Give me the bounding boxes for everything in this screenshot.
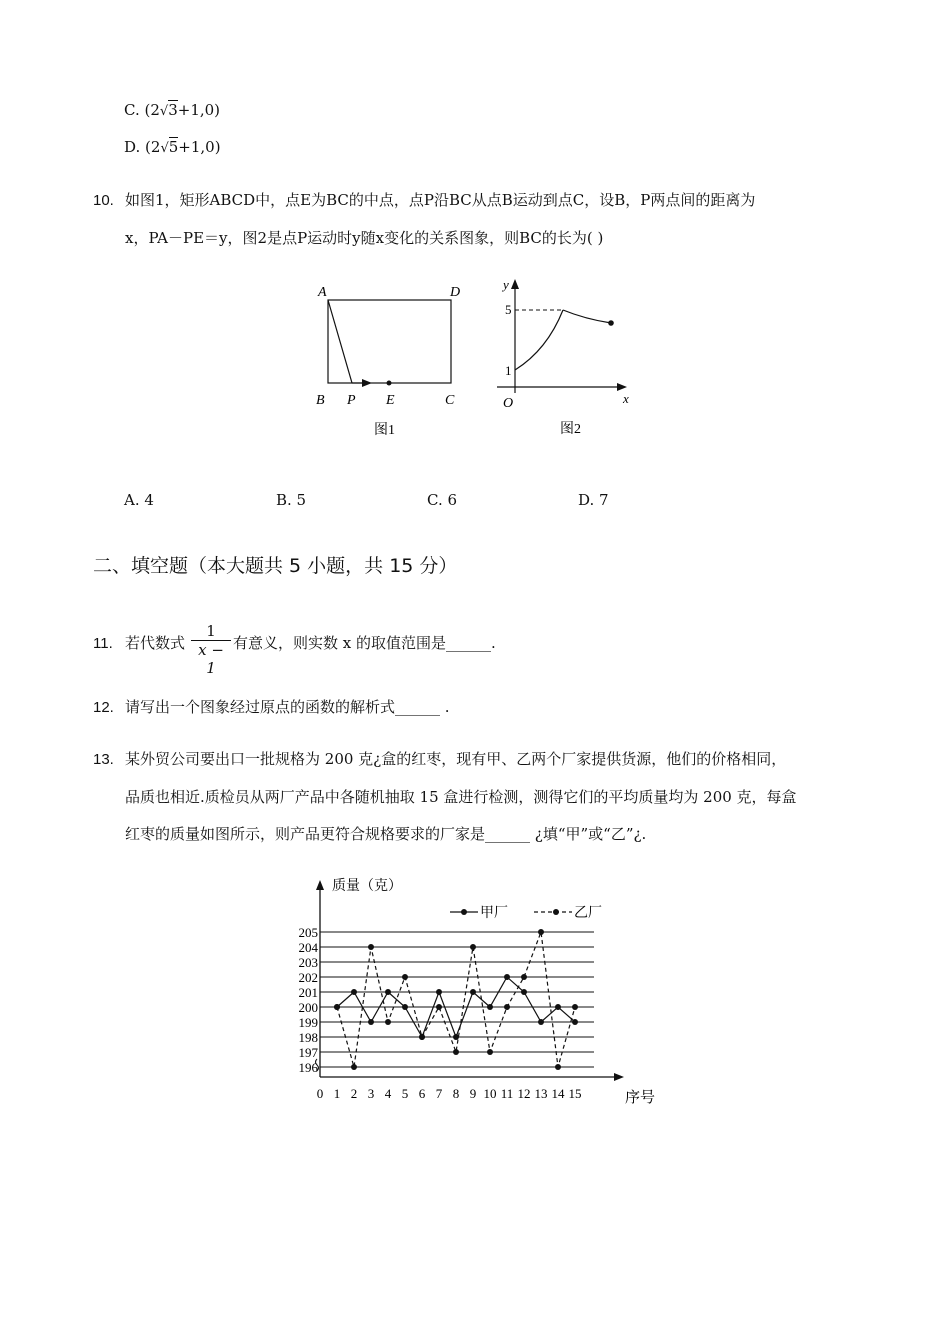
x-tick-label: 9 bbox=[469, 1086, 477, 1101]
q12-number: 12. bbox=[93, 699, 114, 716]
section-2-title: 二、填空题（本大题共 5 小题，共 15 分） bbox=[93, 555, 458, 577]
y-axis-arrow bbox=[511, 279, 519, 289]
label-d: D bbox=[450, 285, 461, 300]
figure-2-caption: 图2 bbox=[560, 422, 581, 437]
data-point-jia bbox=[351, 989, 357, 995]
data-point-yi bbox=[504, 1004, 510, 1010]
q13-line1: 某外贸公司要出口一批规格为 200 克¿盒的红枣，现有甲、乙两个厂家提供货源，他们的价格相同， bbox=[125, 750, 787, 768]
x-tick-label: 13 bbox=[534, 1086, 548, 1101]
q10-option-c: C. 6 bbox=[427, 491, 458, 509]
y-tick-label: 197 bbox=[298, 1045, 318, 1060]
x-tick-label: 8 bbox=[452, 1086, 460, 1101]
data-point-yi bbox=[385, 1019, 391, 1025]
q10-number: 10. bbox=[93, 192, 114, 209]
figure-1 bbox=[310, 278, 470, 443]
q13-line3: 红枣的质量如图所示，则产品更符合规格要求的厂家是______ ¿填“甲”或“乙”¿. bbox=[125, 825, 647, 843]
data-point-yi bbox=[521, 974, 527, 980]
data-point-yi bbox=[538, 929, 544, 935]
q11-frac-den: x − 1 bbox=[198, 641, 224, 677]
data-point-yi bbox=[572, 1004, 578, 1010]
q12-text: 请写出一个图象经过原点的函数的解析式______ . bbox=[125, 698, 450, 716]
x-tick-label: 1 bbox=[333, 1086, 341, 1101]
q10-option-a: A. 4 bbox=[124, 491, 154, 509]
data-point-yi bbox=[368, 944, 374, 950]
q10-option-d: D. 7 bbox=[578, 491, 609, 509]
data-point-yi bbox=[334, 1004, 340, 1010]
label-a: A bbox=[318, 285, 327, 300]
legend-label-yi: 乙厂 bbox=[574, 906, 602, 921]
x-tick-label: 7 bbox=[435, 1086, 443, 1101]
x-axis-label: 序号 bbox=[625, 1090, 656, 1106]
y-tick-label: 204 bbox=[298, 940, 318, 955]
y-tick-label: 205 bbox=[298, 925, 318, 940]
y-tick-label: 199 bbox=[298, 1015, 318, 1030]
data-point-yi bbox=[436, 1004, 442, 1010]
y-axis-arrow bbox=[316, 880, 324, 890]
q10-option-b: B. 5 bbox=[276, 491, 307, 509]
x-tick-label: 5 bbox=[401, 1086, 409, 1101]
legend-label-jia: 甲厂 bbox=[480, 906, 508, 921]
y-tick-label: 203 bbox=[298, 955, 318, 970]
y-axis-label: 质量（克） bbox=[332, 879, 402, 894]
data-point-jia bbox=[504, 974, 510, 980]
data-point-yi bbox=[470, 944, 476, 950]
q13-line2: 品质也相近.质检员从两厂产品中各随机抽取 15 盒进行检测，测得它们的平均质量均为 200 克，每盒 bbox=[125, 788, 797, 806]
q11-post: 有意义，则实数 x 的取值范围是______. bbox=[233, 634, 496, 652]
data-point-jia bbox=[385, 989, 391, 995]
rectangle-abcd bbox=[328, 300, 451, 383]
label-1: 1 bbox=[505, 363, 512, 378]
data-point-yi bbox=[419, 1034, 425, 1040]
x-axis-arrow bbox=[614, 1073, 624, 1081]
end-point bbox=[608, 320, 614, 326]
option-d: D. (2√5+1,0) bbox=[124, 138, 221, 156]
data-point-jia bbox=[538, 1019, 544, 1025]
q10-line2: x，PA－PE＝y，图2是点P运动时y随x变化的关系图象，则BC的长为( ) bbox=[125, 229, 604, 247]
data-point-jia bbox=[453, 1034, 459, 1040]
y-tick-label: 196 bbox=[298, 1060, 318, 1075]
data-point-jia bbox=[555, 1004, 561, 1010]
x-tick-label: 12 bbox=[517, 1086, 531, 1101]
x-tick-label: 14 bbox=[551, 1086, 565, 1101]
q10-line1: 如图1，矩形ABCD中，点E为BC的中点，点P沿BC从点B运动到点C，设B，P两点间的距离为 bbox=[125, 191, 756, 209]
series-line-yi bbox=[337, 932, 575, 1067]
curve-rising bbox=[515, 310, 563, 370]
label-p: P bbox=[347, 393, 356, 408]
x-tick-label: 6 bbox=[418, 1086, 426, 1101]
label-e: E bbox=[386, 393, 395, 408]
data-point-jia bbox=[572, 1019, 578, 1025]
data-point-yi bbox=[351, 1064, 357, 1070]
q11-number: 11. bbox=[93, 635, 113, 652]
data-point-yi bbox=[487, 1049, 493, 1055]
figure-2 bbox=[495, 275, 645, 443]
x-tick-label: 4 bbox=[384, 1086, 392, 1101]
label-o: O bbox=[503, 396, 514, 411]
q11-pre: 若代数式 bbox=[125, 634, 186, 652]
y-tick-label: 198 bbox=[298, 1030, 318, 1045]
label-5: 5 bbox=[505, 302, 512, 317]
data-point-jia bbox=[368, 1019, 374, 1025]
figure-1-caption: 图1 bbox=[374, 423, 395, 438]
label-b: B bbox=[316, 393, 325, 408]
data-point-jia bbox=[470, 989, 476, 995]
x-tick-label: 11 bbox=[500, 1086, 514, 1101]
y-tick-label: 202 bbox=[298, 970, 318, 985]
q11-fraction bbox=[191, 622, 231, 677]
legend-marker-jia bbox=[461, 909, 467, 915]
label-y: y bbox=[503, 277, 509, 292]
x-tick-label: 15 bbox=[568, 1086, 582, 1101]
x-tick-label: 10 bbox=[483, 1086, 497, 1101]
segment-ap bbox=[328, 300, 352, 383]
option-c: C. (2√3+1,0) bbox=[124, 101, 221, 119]
quality-chart bbox=[280, 870, 670, 1110]
label-x: x bbox=[623, 391, 629, 406]
data-point-jia bbox=[521, 989, 527, 995]
q13-number: 13. bbox=[93, 751, 114, 768]
point-e bbox=[387, 381, 392, 386]
x-tick-label: 2 bbox=[350, 1086, 358, 1101]
y-tick-label: 200 bbox=[298, 1000, 318, 1015]
arrow-head bbox=[362, 379, 372, 387]
legend-marker-yi bbox=[553, 909, 559, 915]
label-c: C bbox=[445, 393, 455, 408]
data-point-jia bbox=[487, 1004, 493, 1010]
y-tick-label: 201 bbox=[298, 985, 318, 1000]
x-tick-label: 3 bbox=[367, 1086, 375, 1101]
x-axis-arrow bbox=[617, 383, 627, 391]
data-point-jia bbox=[436, 989, 442, 995]
curve-falling bbox=[563, 310, 611, 323]
data-point-yi bbox=[453, 1049, 459, 1055]
data-point-yi bbox=[555, 1064, 561, 1070]
x-tick-label: 0 bbox=[316, 1086, 324, 1101]
q11-frac-num: 1 bbox=[206, 622, 216, 640]
data-point-jia bbox=[402, 1004, 408, 1010]
data-point-yi bbox=[402, 974, 408, 980]
